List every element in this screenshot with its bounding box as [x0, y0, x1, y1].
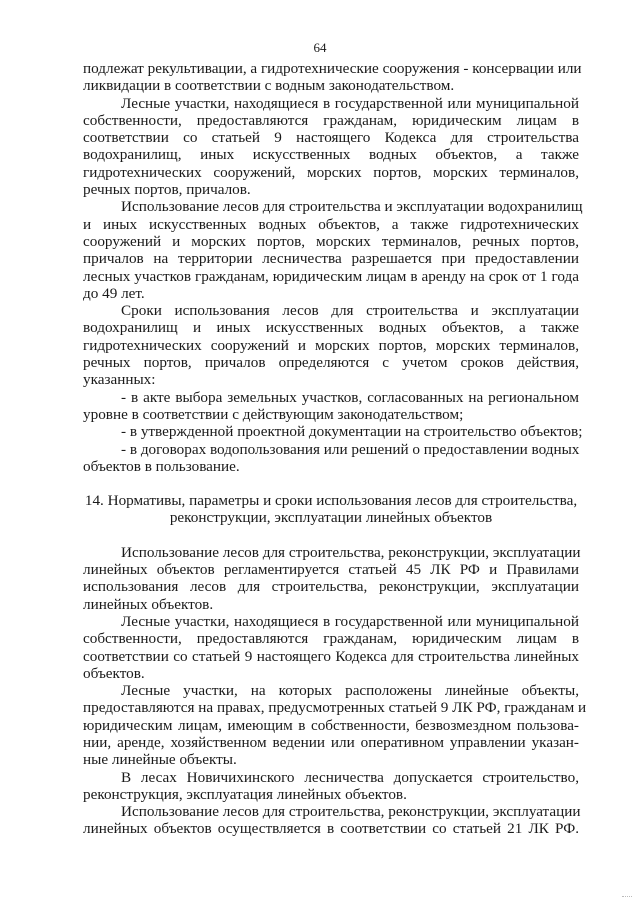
text-line: подлежат рекультивации, а гидротехнические сооружения - консервации или: [83, 60, 582, 77]
text-line: собственности, предоставляются гражданам, юридическим лицам в: [83, 630, 579, 648]
text-line: - в акте выбора земельных участков, согласованных на региональном: [121, 388, 579, 406]
text-line: реконструкции, эксплуатации линейных объектов: [169, 509, 493, 527]
text-line: Лесные участки, находящиеся в государственной или муниципальной: [121, 612, 579, 630]
paragraph-reservoir-lease: [83, 198, 583, 302]
text-line: ные линейные объекты.: [83, 751, 237, 769]
text-line: предоставляются на правах, предусмотренных статьей 9 ЛК РФ, гражданам и: [83, 699, 587, 717]
text-line: гидротехнических сооружений, морских портов, морских терминалов,: [83, 163, 579, 181]
text-line: - в договорах водопользования или решений о предоставлении водных: [121, 440, 580, 458]
text-line: водохранилищ и иных искусственных водных объектов, а также: [83, 319, 579, 337]
paragraph-reservoir-terms: [83, 302, 579, 388]
list-item-project-docs: [83, 423, 583, 441]
text-line: водохранилищ, иных искусственных водных объектов, а также: [83, 146, 579, 164]
list-item-water-use: [83, 441, 579, 476]
text-line: Лесные участки, на которых расположены линейные объекты,: [121, 682, 579, 700]
text-line: линейных объектов регламентируется статьей 45 ЛК РФ и Правилами: [83, 561, 579, 579]
paragraph-novichikha-forestry: [83, 769, 579, 804]
text-line: В лесах Новичихинского лесничества допускается строительство,: [121, 768, 579, 786]
text-line: собственности, предоставляются гражданам, юридическим лицам в: [83, 111, 579, 129]
section-heading: [83, 492, 579, 527]
text-line: объектов в пользование.: [83, 457, 240, 475]
text-line: ликвидации в соответствии с водным законодательством.: [83, 77, 455, 95]
paragraph-linear-regulation: [83, 544, 579, 613]
paragraph-linear-rights: [83, 682, 587, 769]
text-line: до 49 лет.: [83, 284, 145, 302]
text-line: Использование лесов для строительства, реконструкции, эксплуатации: [121, 543, 581, 561]
text-line: линейных объектов.: [83, 595, 214, 613]
paragraph-linear-article-21: [83, 803, 579, 838]
text-line: объектов.: [83, 664, 145, 682]
document-body: [83, 60, 587, 838]
text-line: использования лесов для строительства, реконструкции, эксплуатации: [83, 578, 579, 596]
text-line: нии, аренде, хозяйственном ведении или оперативном управлении указан-: [83, 733, 579, 751]
text-line: лесных участков гражданам, юридическим лицам в аренду на срок от 1 года: [83, 267, 579, 285]
paragraph-recultivation: [83, 60, 582, 95]
text-line: соответствии со статьей 9 настоящего Кодекса для строительства: [83, 129, 579, 147]
text-line: - в утвержденной проектной документации на строительство объектов;: [121, 423, 583, 441]
text-line: сооружений и морских портов, морских терминалов, речных портов,: [83, 232, 579, 250]
paragraph-reservoir-plots: [83, 95, 579, 199]
text-line: реконструкция, эксплуатация линейных объектов.: [83, 785, 407, 803]
text-line: юридическим лицам, имеющим в собственности, безвозмездном пользова-: [83, 716, 579, 734]
text-line: соответствии со статьей 9 настоящего Кодекса для строительства линейных: [83, 647, 579, 665]
text-line: и иных искусственных водных объектов, а также гидротехнических: [83, 215, 579, 233]
text-line: Использование лесов для строительства и эксплуатации водохранилищ: [121, 198, 583, 216]
text-line: указанных:: [83, 371, 156, 389]
paragraph-linear-plots: [83, 613, 579, 682]
page-number: 64: [313, 40, 327, 55]
text-line: Сроки использования лесов для строительства и эксплуатации: [121, 302, 579, 320]
text-line: речных портов, причалов определяются с учетом сроков действия,: [83, 354, 579, 372]
text-line: уровне в соответствии с действующим законодательством;: [83, 405, 464, 423]
text-line: речных портов, причалов.: [83, 181, 251, 199]
text-line: Лесные участки, находящиеся в государственной или муниципальной: [121, 94, 579, 112]
text-line: причалов на территории лесничества разрешается при предоставлении: [83, 250, 579, 268]
text-line: Использование лесов для строительства, реконструкции, эксплуатации: [121, 803, 581, 821]
text-line: гидротехнических сооружений и морских портов, морских терминалов,: [83, 336, 579, 354]
scan-mark: [622, 896, 632, 897]
text-line: линейных объектов осуществляется в соответствии со статьей 21 ЛК РФ.: [83, 820, 579, 838]
list-item-land-act: [83, 389, 579, 424]
text-line: 14. Нормативы, параметры и сроки использования лесов для строительства,: [84, 492, 578, 510]
